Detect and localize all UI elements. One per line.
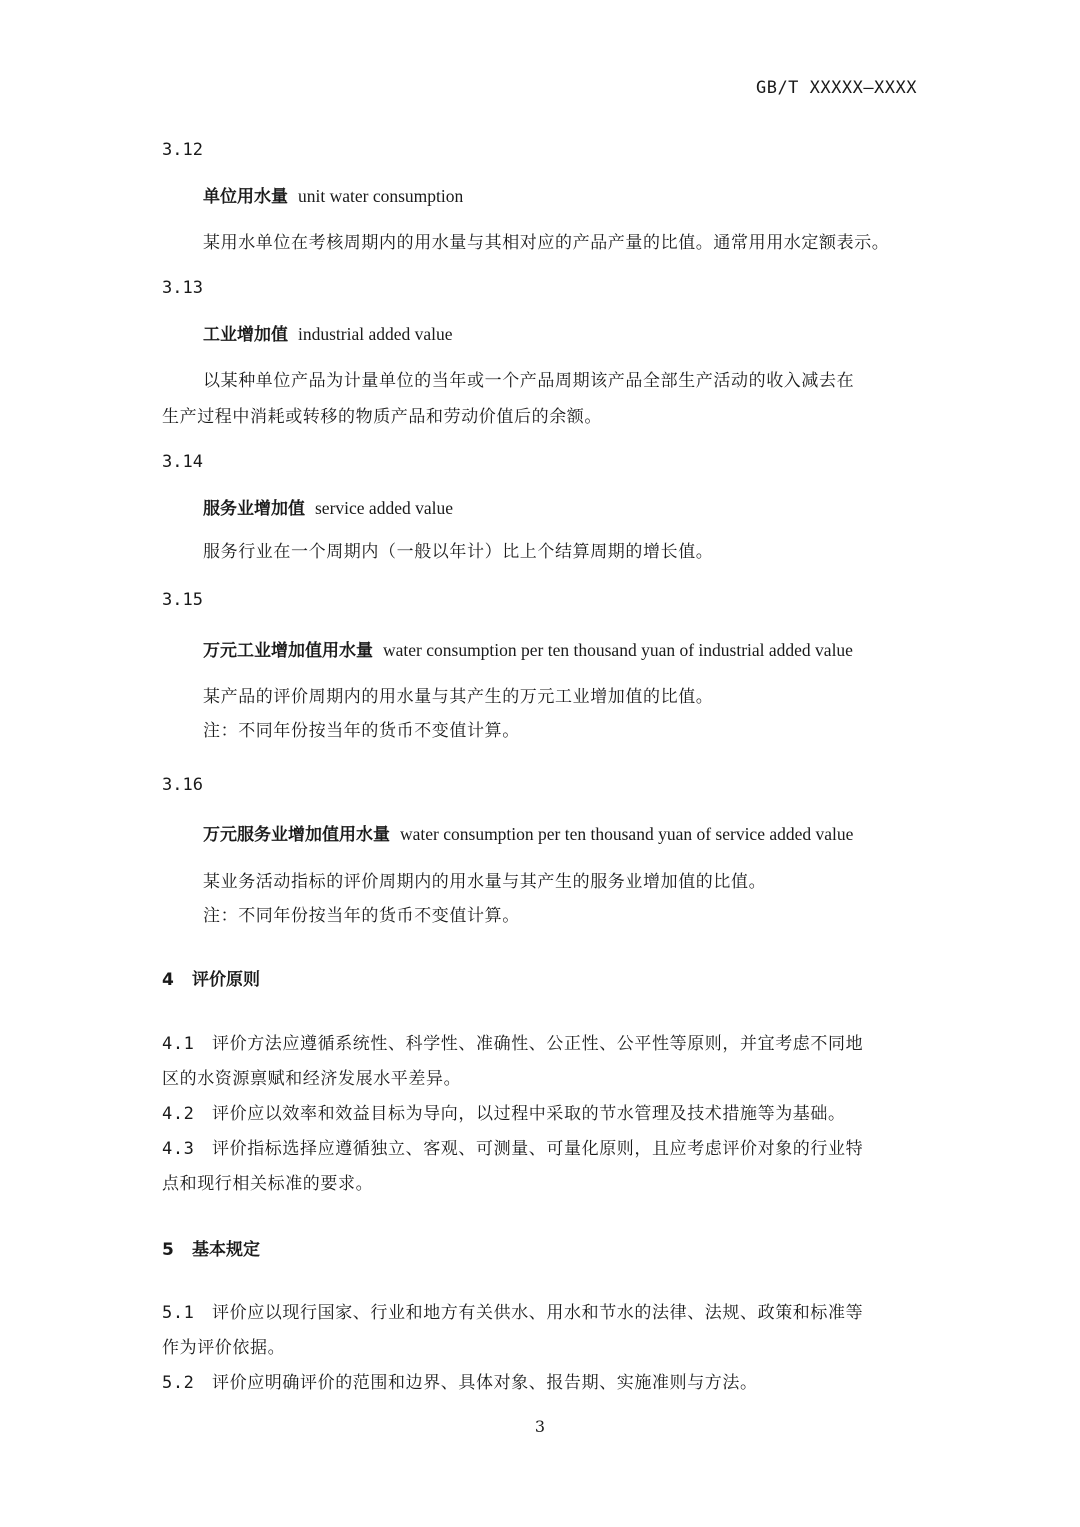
clause-number: 4.1	[162, 1034, 195, 1054]
section-heading	[162, 1235, 260, 1260]
page-number: 3	[534, 1417, 546, 1436]
term-definition: 以某种单位产品为计量单位的当年或一个产品周期该产品全部生产活动的收入减去在	[203, 371, 855, 391]
term-definition-continued: 生产过程中消耗或转移的物质产品和劳动价值后的余额。	[162, 407, 602, 427]
term-number: 3.15	[162, 590, 203, 610]
term-note: 注：不同年份按当年的货币不变值计算。	[203, 721, 520, 741]
section-number: 4	[162, 970, 174, 990]
clause-text-continued: 点和现行相关标准的要求。	[162, 1174, 374, 1194]
term-number: 3.14	[162, 452, 203, 472]
term-definition: 某产品的评价周期内的用水量与其产生的万元工业增加值的比值。	[203, 687, 714, 707]
term-number: 3.13	[162, 278, 203, 298]
term-zh: 工业增加值	[203, 325, 288, 345]
clause-text: 评价应以效率和效益目标为导向，以过程中采取的节水管理及技术措施等为基础。	[212, 1104, 846, 1124]
term-en: water consumption per ten thousand yuan of service added value	[400, 824, 854, 844]
document-id-header: GB/T XXXXX—XXXX	[755, 78, 917, 98]
term-number: 3.16	[162, 775, 203, 795]
clause-text: 评价指标选择应遵循独立、客观、可测量、可量化原则，且应考虑评价对象的行业特	[212, 1139, 864, 1159]
term-en: water consumption per ten thousand yuan of industrial added value	[383, 640, 853, 660]
section-title: 评价原则	[192, 970, 260, 990]
term-title	[203, 320, 453, 345]
clause-text-continued: 作为评价依据。	[162, 1338, 286, 1358]
term-zh: 服务业增加值	[203, 499, 305, 519]
clause	[162, 1029, 863, 1054]
term-zh: 万元工业增加值用水量	[203, 641, 373, 661]
clause-number: 5.2	[162, 1373, 195, 1393]
term-title	[203, 182, 463, 207]
clause-text-continued: 区的水资源禀赋和经济发展水平差异。	[162, 1069, 462, 1089]
clause-text: 评价应明确评价的范围和边界、具体对象、报告期、实施准则与方法。	[212, 1373, 758, 1393]
clause-text: 评价应以现行国家、行业和地方有关供水、用水和节水的法律、法规、政策和标准等	[212, 1303, 864, 1323]
clause-number: 4.3	[162, 1139, 195, 1159]
term-title	[203, 494, 453, 519]
clause-number: 4.2	[162, 1104, 195, 1124]
clause	[162, 1099, 846, 1124]
clause-text: 评价方法应遵循系统性、科学性、准确性、公正性、公平性等原则，并宜考虑不同地	[212, 1034, 864, 1054]
term-number: 3.12	[162, 140, 203, 160]
term-definition: 某业务活动指标的评价周期内的用水量与其产生的服务业增加值的比值。	[203, 872, 767, 892]
term-definition: 某用水单位在考核周期内的用水量与其相对应的产品产量的比值。通常用用水定额表示。	[203, 233, 890, 253]
clause	[162, 1298, 863, 1323]
term-note: 注：不同年份按当年的货币不变值计算。	[203, 906, 520, 926]
term-en: service added value	[315, 498, 453, 518]
section-heading	[162, 965, 260, 990]
clause	[162, 1368, 758, 1393]
clause-number: 5.1	[162, 1303, 195, 1323]
clause	[162, 1134, 863, 1159]
term-title	[203, 636, 853, 661]
section-title: 基本规定	[192, 1240, 260, 1260]
term-zh: 万元服务业增加值用水量	[203, 825, 390, 845]
term-title	[203, 820, 853, 845]
term-zh: 单位用水量	[203, 187, 288, 207]
term-definition: 服务行业在一个周期内（一般以年计）比上个结算周期的增长值。	[203, 542, 714, 562]
term-en: unit water consumption	[298, 186, 464, 206]
section-number: 5	[162, 1240, 174, 1260]
term-en: industrial added value	[298, 324, 453, 344]
